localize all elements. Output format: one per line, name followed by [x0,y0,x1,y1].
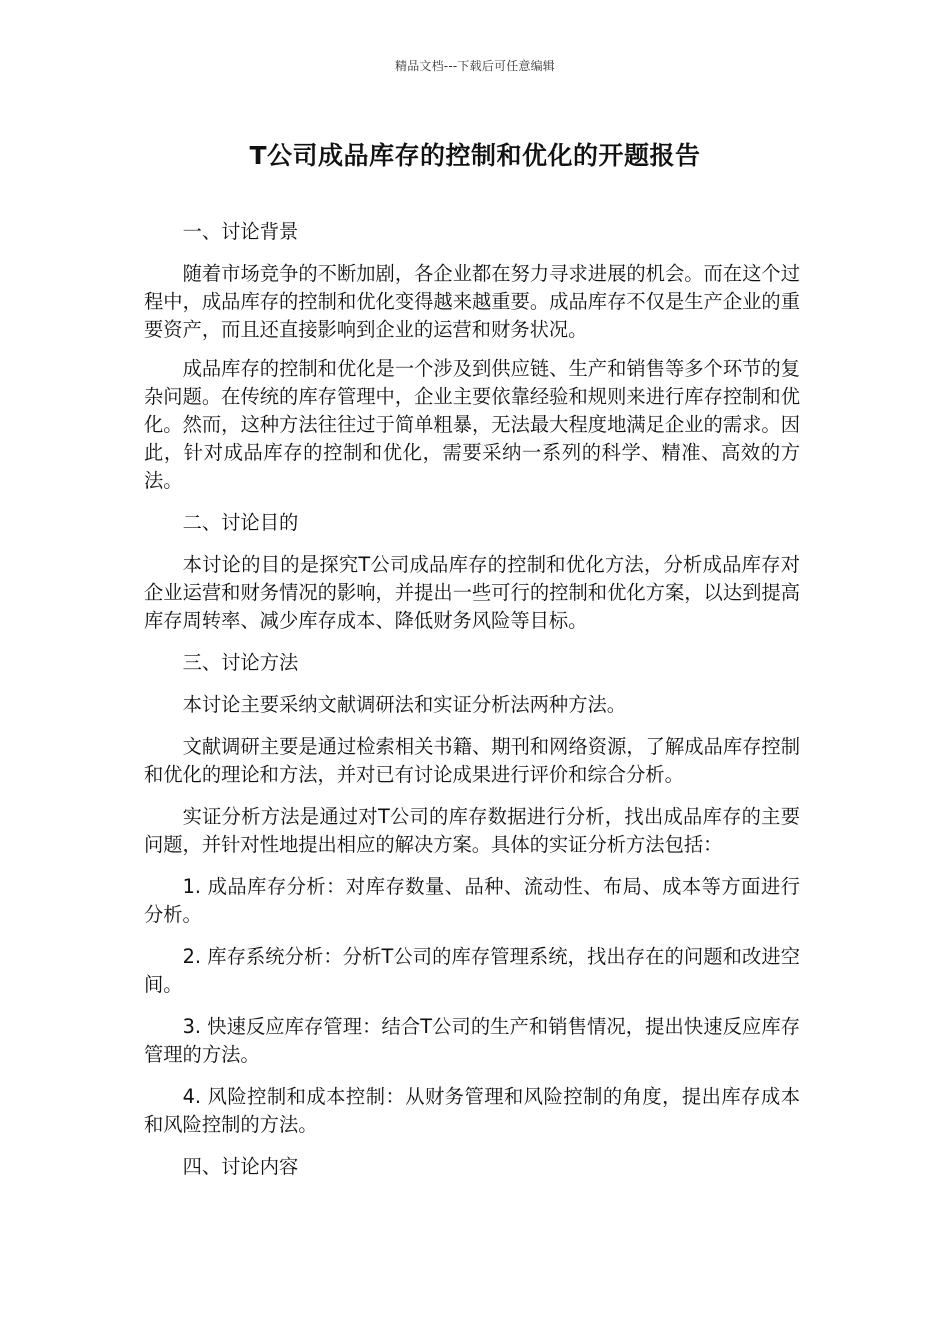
section-heading-content: 四、讨论内容 [182,1155,299,1178]
list-item: 4. 风险控制和成本控制：从财务管理和风险控制的角度，提出库存成本和风险控制的方法。 [144,1085,800,1136]
document-body [144,218,800,1181]
paragraph: 成品库存的控制和优化是一个涉及到供应链、生产和销售等多个环节的复杂问题。在传统的库存管理中，企业主要依靠经验和规则来进行库存控制和优化。然而，这种方法往往过于简单粗暴，无法最大程度地满足企业的需求。因此，针对成品库存的控制和优化，需要采纳一系列的科学、精准、高效的方法。 [144,357,800,492]
section-heading-purpose: 二、讨论目的 [182,511,299,534]
paragraph: 随着市场竞争的不断加剧，各企业都在努力寻求进展的机会。而在这个过程中，成品库存的控制和优化变得越来越重要。成品库存不仅是生产企业的重要资产，而且还直接影响到企业的运营和财务状况。 [144,262,800,341]
list-item: 2. 库存系统分析：分析T公司的库存管理系统，找出存在的问题和改进空间。 [144,945,800,996]
paragraph: 本讨论的目的是探究T公司成品库存的控制和优化方法，分析成品库存对企业运营和财务情况的影响，并提出一些可行的控制和优化方案，以达到提高库存周转率、减少库存成本、降低财务风险等目标。 [144,553,800,632]
paragraph: 实证分析方法是通过对T公司的库存数据进行分析，找出成品库存的主要问题，并针对性地提出相应的解决方案。具体的实证分析方法包括： [144,805,800,856]
paragraph: 文献调研主要是通过检索相关书籍、期刊和网络资源，了解成品库存控制和优化的理论和方法，并对已有讨论成果进行评价和综合分析。 [144,735,800,786]
document-title: T公司成品库存的控制和优化的开题报告 [249,141,701,170]
section-heading-method: 三、讨论方法 [182,651,299,674]
paragraph: 本讨论主要采纳文献调研法和实证分析法两种方法。 [182,693,627,716]
list-item: 1. 成品库存分析：对库存数量、品种、流动性、布局、成本等方面进行分析。 [144,875,800,926]
section-heading-background: 一、讨论背景 [182,220,299,243]
list-item: 3. 快速反应库存管理：结合T公司的生产和销售情况，提出快速反应库存管理的方法。 [144,1015,800,1066]
header-note: 精品文档---下载后可任意编辑 [395,59,555,73]
